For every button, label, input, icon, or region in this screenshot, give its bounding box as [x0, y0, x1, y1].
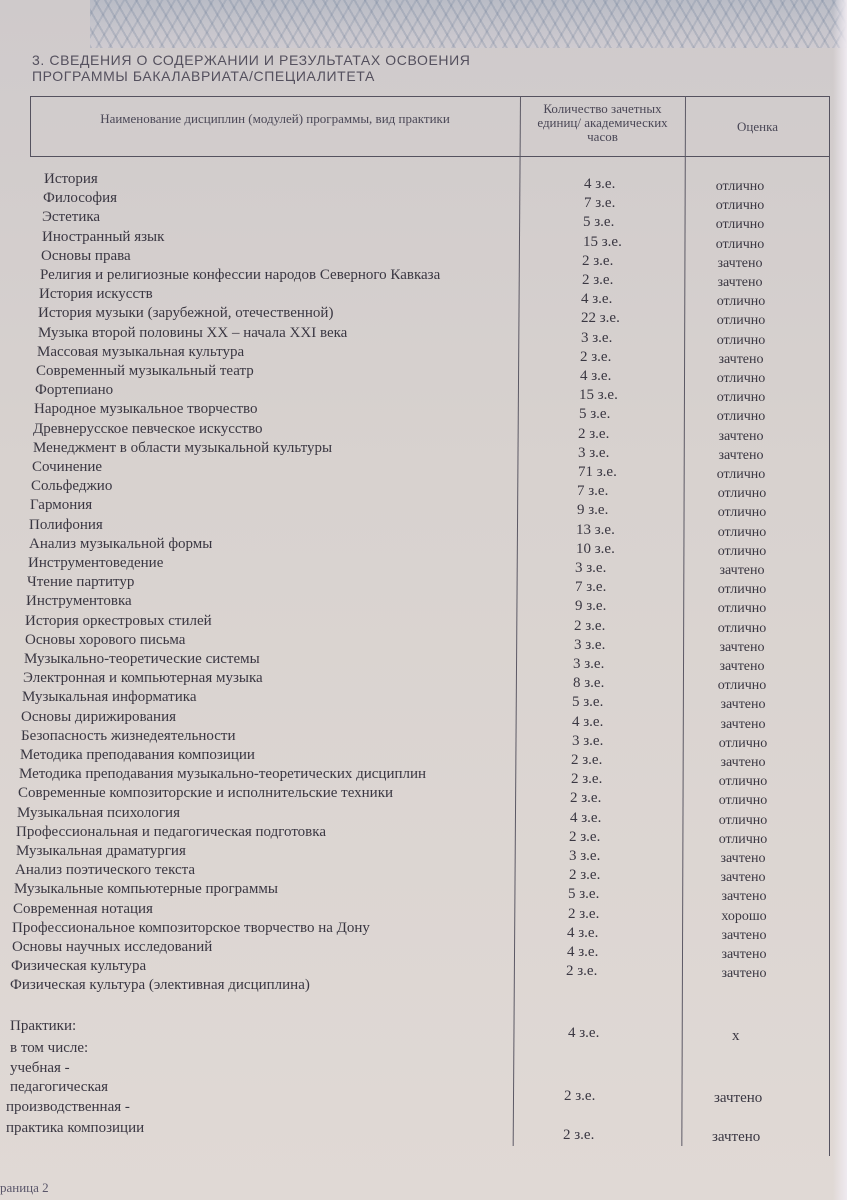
discipline-grade: отлично [717, 486, 767, 502]
discipline-name: Музыкальная драматургия [16, 843, 186, 859]
table-row [0, 516, 847, 540]
discipline-grade: отлично [717, 601, 767, 617]
discipline-grade: отлично [717, 620, 767, 636]
table-row [0, 381, 847, 406]
discipline-name: Гармония [30, 497, 93, 514]
discipline-credits: 2 з.е. [569, 867, 601, 884]
discipline-name: История музыки (зарубежной, отечественной) [38, 305, 334, 322]
discipline-name: Философия [43, 190, 118, 207]
discipline-grade: отлично [715, 236, 765, 252]
table-row [0, 189, 847, 214]
discipline-credits: 2 з.е. [578, 425, 610, 442]
table-row [0, 861, 847, 886]
table-row [0, 688, 847, 713]
practice-composition-grade: зачтено [712, 1129, 761, 1145]
section-heading [32, 52, 532, 84]
discipline-credits: 5 з.е. [568, 886, 600, 903]
discipline-credits: 2 з.е. [582, 252, 614, 269]
discipline-name: Иностранный язык [42, 228, 165, 245]
discipline-name: Древнерусское певческое искусство [33, 420, 263, 437]
table-row [0, 304, 847, 329]
discipline-credits: 2 з.е. [571, 752, 603, 768]
table-row [0, 420, 847, 444]
discipline-credits: 9 з.е. [577, 502, 609, 519]
discipline-grade: зачтено [718, 351, 764, 367]
discipline-grade: отлично [716, 409, 766, 425]
discipline-grade: зачтено [721, 947, 767, 962]
discipline-grade: отлично [715, 198, 765, 214]
discipline-grade: отлично [717, 582, 767, 598]
table-row [0, 266, 847, 290]
discipline-credits: 10 з.е. [576, 540, 615, 557]
section-heading-line-1: 3. СВЕДЕНИЯ О СОДЕРЖАНИИ И РЕЗУЛЬТАТАХ ОСВОЕНИЯ [32, 52, 471, 68]
discipline-credits: 8 з.е. [573, 675, 605, 692]
discipline-credits: 3 з.е. [573, 656, 605, 672]
discipline-grade: зачтено [721, 927, 767, 943]
discipline-grade: отлично [717, 678, 767, 694]
discipline-name: Чтение партитур [27, 574, 135, 591]
table-row [0, 228, 847, 252]
discipline-name: Методика преподавания музыкально-теоретических дисциплин [19, 766, 427, 783]
table-row [0, 400, 847, 425]
discipline-grade: зачтено [720, 851, 766, 866]
discipline-grade: отлично [716, 390, 766, 406]
discipline-name: Основы дирижирования [21, 708, 177, 725]
discipline-credits: 4 з.е. [581, 291, 613, 308]
table-row [0, 919, 847, 943]
discipline-name: Физическая культура [11, 958, 147, 975]
discipline-credits: 7 з.е. [577, 483, 609, 500]
discipline-grade: отлично [717, 505, 767, 521]
discipline-name: История оркестровых стилей [25, 612, 212, 629]
table-row [0, 535, 847, 559]
discipline-grade: зачтено [718, 447, 764, 463]
practice-production: производственная - [6, 1099, 130, 1115]
discipline-name: Методика преподавания композиции [20, 747, 255, 763]
discipline-credits: 2 з.е. [570, 790, 602, 807]
discipline-name: Музыка второй половины XX – начала XXI века [38, 324, 348, 341]
discipline-credits: 2 з.е. [580, 348, 612, 365]
discipline-grade: зачтено [719, 563, 765, 578]
discipline-name: Менеджмент в области музыкальной культуры [33, 439, 333, 456]
column-header-credits: Количество зачетных единиц/ академических часов [537, 101, 668, 144]
discipline-credits: 2 з.е. [582, 272, 614, 288]
discipline-name: Инструментовка [26, 593, 132, 610]
discipline-grade: отлично [717, 524, 767, 540]
table-row [0, 247, 847, 271]
table-row [0, 285, 847, 310]
discipline-name: Сольфеджио [31, 478, 113, 495]
table-row [0, 554, 847, 578]
discipline-credits: 3 з.е. [578, 444, 610, 461]
discipline-grade: зачтено [721, 889, 767, 905]
discipline-credits: 3 з.е. [574, 636, 606, 653]
table-row [0, 362, 847, 386]
discipline-credits: 2 з.е. [569, 828, 601, 845]
discipline-name: Фортепиано [35, 382, 114, 399]
discipline-credits: 5 з.е. [583, 214, 615, 231]
table-row [0, 727, 847, 751]
discipline-grade: отлично [715, 217, 765, 233]
discipline-name: Сочинение [32, 459, 103, 475]
discipline-name: Эстетика [42, 209, 101, 226]
table-row [0, 208, 847, 233]
discipline-grade: зачтено [718, 428, 764, 444]
discipline-grade: зачтено [719, 639, 765, 655]
table-row [0, 631, 847, 655]
discipline-grade: зачтено [717, 275, 763, 290]
table-left-border [30, 96, 31, 156]
discipline-name: Безопасность жизнедеятельности [21, 727, 236, 744]
practice-including: в том числе: [10, 1040, 89, 1056]
discipline-grade: зачтено [721, 966, 767, 982]
page-number: раница 2 [0, 1180, 49, 1195]
section-heading-line-2: ПРОГРАММЫ БАКАЛАВРИАТА/СПЕЦИАЛИТЕТА [32, 68, 375, 84]
discipline-grade: отлично [717, 543, 767, 559]
discipline-grade: зачтено [720, 755, 766, 770]
discipline-credits: 3 з.е. [569, 848, 601, 864]
discipline-grade: зачтено [717, 255, 763, 271]
column-header-name: Наименование дисциплин (модулей) программы, вид практики [100, 111, 450, 126]
table-row [0, 573, 847, 598]
discipline-grade: зачтено [720, 716, 766, 732]
discipline-credits: 3 з.е. [581, 329, 613, 346]
table-row [0, 804, 847, 828]
practice-credits: 4 з.е. [568, 1025, 600, 1041]
discipline-name: Современный музыкальный театр [36, 363, 254, 379]
discipline-name: Массовая музыкальная культура [37, 343, 245, 360]
discipline-name: Физическая культура (элективная дисциплина) [10, 977, 310, 994]
discipline-credits: 13 з.е. [576, 521, 615, 538]
table-row [0, 765, 847, 790]
discipline-credits: 9 з.е. [575, 598, 607, 615]
table-top-border [30, 96, 830, 97]
discipline-name: Музыкальная информатика [22, 689, 197, 706]
practice-production-grade: зачтено [714, 1090, 763, 1106]
discipline-credits: 4 з.е. [572, 713, 604, 730]
table-row [0, 842, 847, 866]
practice-pedagogical: педагогическая [10, 1079, 109, 1095]
practice-grade: х [732, 1028, 740, 1044]
table-row [0, 170, 847, 194]
table-row [0, 784, 847, 809]
discipline-credits: 4 з.е. [567, 944, 599, 960]
discipline-grade: отлично [715, 179, 765, 194]
table-row [0, 477, 847, 502]
discipline-name: Основы научных исследований [12, 939, 213, 955]
discipline-name: Профессиональная и педагогическая подготовка [16, 823, 326, 840]
practice-educational: учебная - [10, 1060, 70, 1076]
table-row [0, 746, 847, 770]
discipline-credits: 4 з.е. [567, 924, 599, 941]
practice-production-credits: 2 з.е. [564, 1088, 596, 1104]
table-row [0, 612, 847, 636]
discipline-name: Религия и религиозные конфессии народов Северного Кавказа [40, 267, 441, 283]
discipline-name: Современная нотация [13, 900, 153, 917]
practice-composition: практика композиции [6, 1120, 145, 1136]
security-ornament-border [90, 0, 847, 48]
practice-composition-credits: 2 з.е. [563, 1127, 595, 1143]
discipline-name: История [44, 171, 98, 187]
discipline-grade: хорошо [721, 908, 767, 924]
discipline-grade: зачтено [720, 697, 766, 713]
table-header-separator [30, 156, 830, 157]
discipline-grade: отлично [716, 467, 766, 482]
table-row [0, 669, 847, 694]
discipline-grade: отлично [716, 371, 766, 386]
discipline-grade: отлично [718, 774, 768, 790]
discipline-credits: 7 з.е. [575, 579, 607, 596]
table-row [0, 823, 847, 847]
table-row [0, 592, 847, 617]
discipline-grade: отлично [716, 332, 766, 348]
discipline-credits: 2 з.е. [574, 617, 606, 634]
discipline-name: История искусств [39, 286, 153, 303]
discipline-grade: отлично [716, 313, 766, 329]
discipline-grade: отлично [718, 812, 768, 828]
table-row [0, 324, 847, 348]
discipline-grade: отлично [718, 735, 768, 751]
discipline-name: Народное музыкальное творчество [34, 401, 258, 418]
discipline-grade: отлично [718, 793, 768, 809]
table-row [0, 650, 847, 674]
discipline-name: Музыкальная психология [17, 804, 180, 821]
discipline-name: Профессиональное композиторское творчество на Дону [12, 919, 370, 936]
discipline-name: Музыкальные компьютерные программы [14, 881, 278, 898]
column-header-grade: Оценка [737, 119, 778, 134]
discipline-name: Анализ поэтического текста [15, 862, 196, 879]
discipline-name: Основы права [41, 247, 131, 264]
discipline-name: Основы хорового письма [25, 631, 186, 648]
discipline-name: Современные композиторские и исполнительские техники [18, 785, 394, 802]
discipline-credits: 2 з.е. [566, 963, 598, 980]
table-row [0, 708, 847, 732]
discipline-credits: 3 з.е. [572, 732, 604, 749]
table-row [0, 343, 847, 367]
practice-title: Практики: [10, 1018, 77, 1034]
discipline-credits: 5 з.е. [579, 406, 611, 423]
discipline-credits: 3 з.е. [575, 560, 607, 576]
discipline-credits: 71 з.е. [578, 464, 617, 480]
discipline-grade: отлично [716, 294, 766, 310]
discipline-credits: 22 з.е. [581, 310, 620, 327]
discipline-name: Электронная и компьютерная музыка [23, 670, 263, 687]
discipline-credits: 15 з.е. [579, 387, 618, 404]
discipline-grade: зачтено [719, 659, 765, 674]
table-row [0, 439, 847, 463]
table-row [0, 976, 847, 995]
table-row [0, 938, 847, 962]
discipline-credits: 4 з.е. [584, 176, 616, 192]
table-row [0, 880, 847, 905]
discipline-name: Инструментоведение [28, 555, 164, 571]
discipline-credits: 15 з.е. [583, 233, 622, 250]
table-row [0, 458, 847, 482]
discipline-grade: зачтено [720, 870, 766, 886]
discipline-credits: 4 з.е. [580, 368, 612, 384]
discipline-credits: 2 з.е. [571, 771, 603, 788]
discipline-name: Музыкально-теоретические системы [24, 651, 260, 667]
table-row [0, 900, 847, 924]
discipline-credits: 2 з.е. [568, 905, 600, 922]
discipline-name: Полифония [29, 516, 103, 533]
table-row [0, 957, 847, 982]
discipline-credits: 5 з.е. [572, 694, 604, 711]
table-row [0, 496, 847, 521]
discipline-credits: 4 з.е. [570, 809, 602, 826]
discipline-grade: отлично [718, 831, 768, 847]
discipline-name: Анализ музыкальной формы [29, 535, 213, 552]
discipline-credits: 7 з.е. [584, 195, 616, 212]
